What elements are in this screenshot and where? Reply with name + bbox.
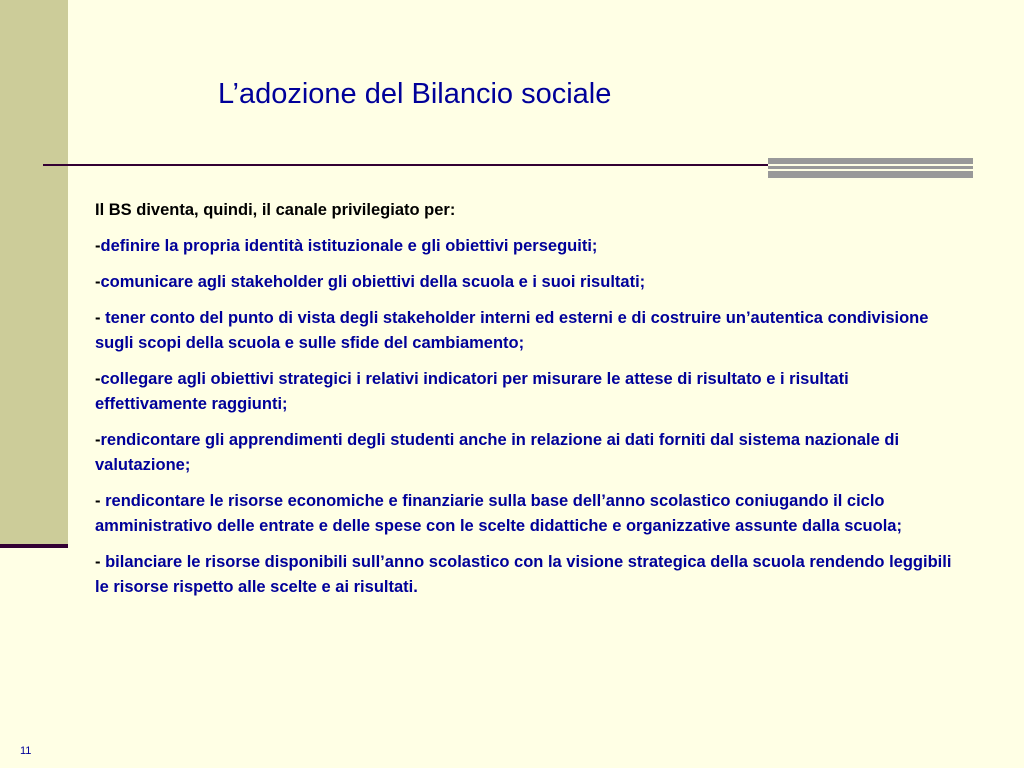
bullet-dash: - xyxy=(95,273,101,291)
bullet-item xyxy=(95,306,955,356)
bullet-dash: - xyxy=(95,370,101,388)
slide-title: L’adozione del Bilancio sociale xyxy=(218,78,612,110)
bullet-item xyxy=(95,550,955,600)
title-rule-line xyxy=(43,164,768,166)
bullet-dash: - xyxy=(95,237,101,255)
bullet-item xyxy=(95,428,955,478)
bullet-dash: - xyxy=(95,492,106,510)
bullet-item xyxy=(95,367,955,417)
bullet-text: bilanciare le risorse disponibili sull’anno scolastico con la visione strategica della scuola rendendo leggibili le risorse rispetto alle scelte e ai risultati. xyxy=(95,553,952,596)
grey-stripe-decoration xyxy=(768,158,973,178)
bullet-dash: - xyxy=(95,431,101,449)
slide-body xyxy=(95,198,955,611)
bullet-dash: - xyxy=(95,309,106,327)
bullet-item xyxy=(95,489,955,539)
page-number: 11 xyxy=(20,745,32,757)
intro-text: Il BS diventa, quindi, il canale privilegiato per: xyxy=(95,201,456,219)
bullet-text: rendicontare gli apprendimenti degli studenti anche in relazione ai dati forniti dal sistema nazionale di valutazione; xyxy=(95,431,900,474)
bullet-text: rendicontare le risorse economiche e finanziarie sulla base dell’anno scolastico coniugando il ciclo amministrativo delle entrate e delle spese con le scelte didattiche e organizzative assunte dalla scuola; xyxy=(95,492,902,535)
left-rule-line xyxy=(0,544,68,548)
bullet-dash: - xyxy=(95,553,106,571)
bullet-item xyxy=(95,234,955,259)
bullet-text: tener conto del punto di vista degli stakeholder interni ed esterni e di costruire un’autentica condivisione sugli scopi della scuola e sulle sfide del cambiamento; xyxy=(95,309,929,352)
left-decorative-band xyxy=(0,0,68,548)
bullet-item xyxy=(95,270,955,295)
bullet-text: definire la propria identità istituzionale e gli obiettivi perseguiti; xyxy=(100,237,598,255)
bullet-text: collegare agli obiettivi strategici i relativi indicatori per misurare le attese di risultato e i risultati effettivamente raggiunti; xyxy=(95,370,849,413)
bullet-text: comunicare agli stakeholder gli obiettivi della scuola e i suoi risultati; xyxy=(100,273,646,291)
